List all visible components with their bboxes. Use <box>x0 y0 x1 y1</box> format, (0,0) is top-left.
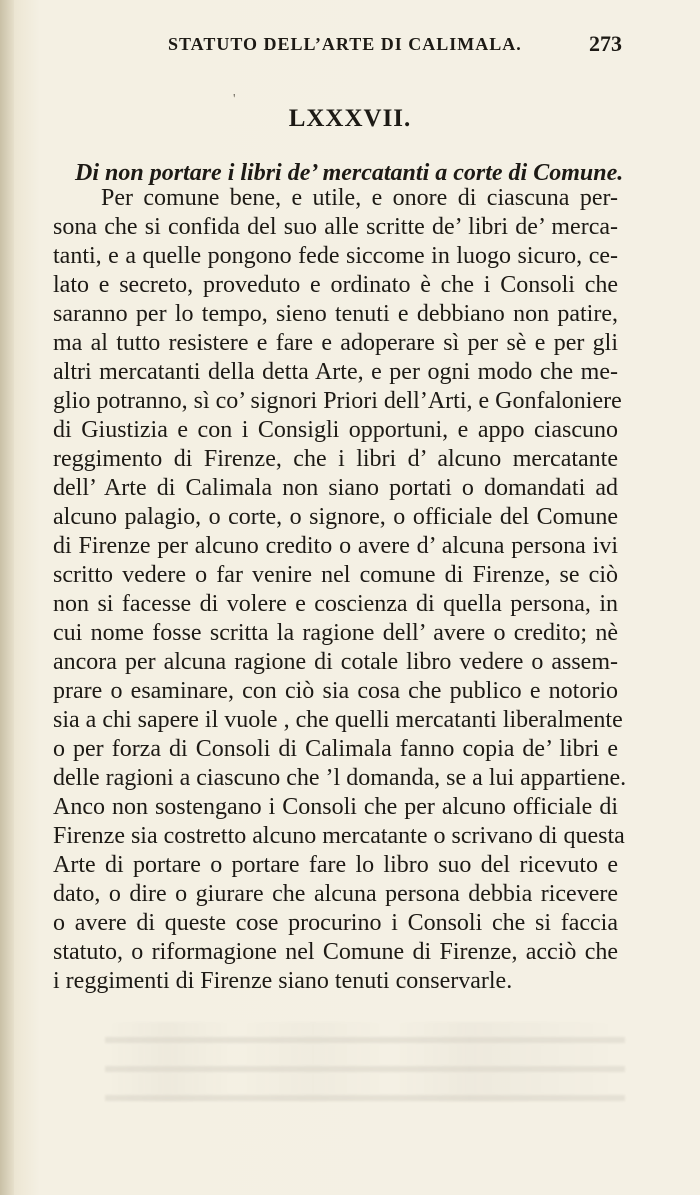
body-line: prare o esaminare, con ciò sia cosa che publico e notorio <box>53 678 618 704</box>
chapter-body <box>53 184 627 996</box>
show-through-text <box>105 1022 625 1102</box>
body-line: di Giustizia e con i Consigli opportuni, e appo ciascuno <box>53 417 618 443</box>
body-line: altri mercatanti della detta Arte, e per ogni modo che me- <box>53 359 618 385</box>
body-line: dato, o dire o giurare che alcuna persona debbia ricevere <box>53 881 618 907</box>
print-speck-mark: ' <box>233 92 236 107</box>
body-line: non si facesse di volere e coscienza di quella persona, in <box>53 591 618 617</box>
body-line: reggimento di Firenze, che i libri d’ alcuno mercatante <box>53 446 618 472</box>
page-gutter <box>0 0 14 1195</box>
body-line: di Firenze per alcuno credito o avere d’ alcuna persona ivi <box>53 533 618 559</box>
body-line: statuto, o riformagione nel Comune di Firenze, acciò che <box>53 939 618 965</box>
chapter-number: LXXXVII. <box>288 104 412 132</box>
body-line: ma al tutto resistere e fare e adoperare sì per sè e per gli <box>53 330 618 356</box>
body-line: dell’ Arte di Calimala non siano portati o domandati ad <box>53 475 618 501</box>
running-title: STATUTO DELL’ARTE DI CALIMALA. <box>168 34 522 54</box>
body-line: Anco non sostengano i Consoli che per alcuno officiale di <box>53 794 618 820</box>
body-line: cui nome fosse scritta la ragione dell’ avere o credito; nè <box>53 620 618 646</box>
body-line: Arte di portare o portare fare lo libro suo del ricevuto e <box>53 852 618 878</box>
body-line: sia a chi sapere il vuole , che quelli mercatanti liberalmente <box>53 707 623 733</box>
body-line: o per forza di Consoli di Calimala fanno copia de’ libri e <box>53 736 618 762</box>
running-head <box>52 31 622 62</box>
body-line: alcuno palagio, o corte, o signore, o officiale del Comune <box>53 504 618 530</box>
body-line: sona che si confida del suo alle scritte de’ libri de’ merca- <box>53 214 618 240</box>
body-line: saranno per lo tempo, sieno tenuti e debbiano non patire, <box>53 301 618 327</box>
body-line: Firenze sia costretto alcuno mercatante o scrivano di questa <box>53 823 625 849</box>
chapter-title: Di non portare i libri de’ mercatanti a corte di Comune. <box>75 159 624 186</box>
body-line: Per comune bene, e utile, e onore di ciascuna per- <box>101 185 618 211</box>
page-number: 273 <box>589 31 622 56</box>
body-line: i reggimenti di Firenze siano tenuti conservarle. <box>53 968 513 994</box>
body-line: ancora per alcuna ragione di cotale libro vedere o assem- <box>53 649 618 675</box>
body-line: scritto vedere o far venire nel comune di Firenze, se ciò <box>53 562 618 588</box>
body-line: glio potranno, sì co’ signori Priori dell’Arti, e Gonfaloniere <box>53 388 622 414</box>
body-line: o avere di queste cose procurino i Consoli che si faccia <box>53 910 618 936</box>
body-line: lato e secreto, proveduto e ordinato è che i Consoli che <box>53 272 618 298</box>
body-line: delle ragioni a ciascuno che ’l domanda, se a lui appartiene. <box>53 765 627 791</box>
body-line: tanti, e a quelle pongono fede siccome in luogo sicuro, ce- <box>53 243 618 269</box>
